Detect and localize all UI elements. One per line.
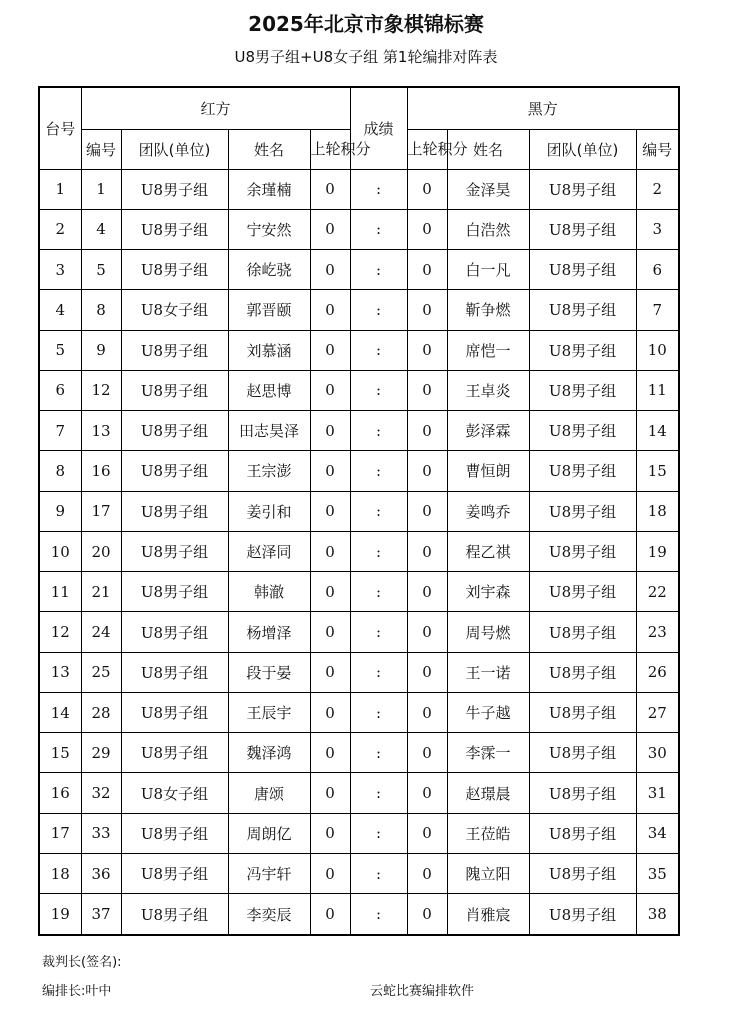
black-number-cell: 11: [636, 370, 679, 410]
page-subtitle: U8男子组+U8女子组 第1轮编排对阵表: [234, 48, 498, 66]
red-score-cell: 0: [310, 290, 350, 330]
red-name-cell: 王宗澎: [228, 451, 310, 491]
header-red-name: 姓名: [228, 129, 310, 169]
black-team-cell: U8男子组: [529, 250, 636, 290]
red-team-cell: U8男子组: [121, 692, 228, 732]
black-number-cell: 27: [636, 692, 679, 732]
black-score-cell: 0: [407, 733, 447, 773]
software-credit: 云蛇比赛编排软件: [370, 984, 475, 999]
board-cell: 11: [39, 572, 81, 612]
red-number-cell: 37: [81, 894, 121, 935]
black-number-cell: 34: [636, 813, 679, 853]
black-team-cell: U8男子组: [529, 572, 636, 612]
black-team-cell: U8男子组: [529, 169, 636, 209]
black-number-cell: 10: [636, 330, 679, 370]
red-name-cell: 杨增泽: [228, 612, 310, 652]
black-score-cell: 0: [407, 169, 447, 209]
black-number-cell: 30: [636, 733, 679, 773]
table-row: [39, 330, 679, 370]
red-team-cell: U8女子组: [121, 773, 228, 813]
result-cell: :: [350, 491, 407, 531]
table-row: [39, 290, 679, 330]
red-score-cell: 0: [310, 411, 350, 451]
black-number-cell: 22: [636, 572, 679, 612]
red-score-cell: 0: [310, 652, 350, 692]
table-row: [39, 773, 679, 813]
black-team-cell: U8男子组: [529, 612, 636, 652]
chief-referee-signature: 裁判长(签名):: [42, 955, 122, 970]
black-name-cell: 刘宇森: [447, 572, 529, 612]
black-score-cell: 0: [407, 773, 447, 813]
table-row: [39, 209, 679, 249]
black-name-cell: 曹恒朗: [447, 451, 529, 491]
red-name-cell: 姜引和: [228, 491, 310, 531]
red-score-cell: 0: [310, 330, 350, 370]
header-red-number: 编号: [81, 129, 121, 169]
board-cell: 9: [39, 491, 81, 531]
result-cell: :: [350, 813, 407, 853]
black-name-cell: 王莅皓: [447, 813, 529, 853]
black-name-cell: 肖雅宸: [447, 894, 529, 935]
black-score-cell: 0: [407, 652, 447, 692]
red-score-cell: 0: [310, 491, 350, 531]
table-row: [39, 491, 679, 531]
red-name-cell: 李奕辰: [228, 894, 310, 935]
result-cell: :: [350, 370, 407, 410]
black-score-cell: 0: [407, 572, 447, 612]
board-cell: 14: [39, 692, 81, 732]
black-name-cell: 席恺一: [447, 330, 529, 370]
table-row: [39, 531, 679, 571]
red-name-cell: 段于晏: [228, 652, 310, 692]
black-number-cell: 18: [636, 491, 679, 531]
black-score-cell: 0: [407, 692, 447, 732]
black-name-cell: 白浩然: [447, 209, 529, 249]
red-score-cell: 0: [310, 451, 350, 491]
red-name-cell: 魏泽鸿: [228, 733, 310, 773]
red-team-cell: U8男子组: [121, 652, 228, 692]
black-team-cell: U8男子组: [529, 531, 636, 571]
header-result: 成绩: [350, 87, 407, 169]
board-cell: 4: [39, 290, 81, 330]
black-name-cell: 姜鸣乔: [447, 491, 529, 531]
red-score-cell: 0: [310, 250, 350, 290]
black-team-cell: U8男子组: [529, 209, 636, 249]
black-score-cell: 0: [407, 290, 447, 330]
red-name-cell: 王辰宇: [228, 692, 310, 732]
result-cell: :: [350, 290, 407, 330]
red-score-cell: 0: [310, 692, 350, 732]
red-name-cell: 徐屹骁: [228, 250, 310, 290]
black-name-cell: 靳争燃: [447, 290, 529, 330]
board-cell: 13: [39, 652, 81, 692]
header-red-prev-score: 上轮积分: [310, 129, 350, 169]
red-team-cell: U8女子组: [121, 290, 228, 330]
black-team-cell: U8男子组: [529, 330, 636, 370]
header-black-prev-score: 上轮积分: [407, 129, 447, 169]
red-number-cell: 17: [81, 491, 121, 531]
black-number-cell: 14: [636, 411, 679, 451]
table-row: [39, 813, 679, 853]
result-cell: :: [350, 250, 407, 290]
red-team-cell: U8男子组: [121, 451, 228, 491]
red-number-cell: 4: [81, 209, 121, 249]
pairing-body: [39, 169, 679, 935]
red-team-cell: U8男子组: [121, 330, 228, 370]
black-score-cell: 0: [407, 894, 447, 935]
black-team-cell: U8男子组: [529, 370, 636, 410]
black-name-cell: 牛子越: [447, 692, 529, 732]
black-number-cell: 35: [636, 854, 679, 894]
black-score-cell: 0: [407, 491, 447, 531]
red-number-cell: 20: [81, 531, 121, 571]
black-name-cell: 金泽昊: [447, 169, 529, 209]
black-number-cell: 19: [636, 531, 679, 571]
red-number-cell: 16: [81, 451, 121, 491]
table-row: [39, 572, 679, 612]
red-number-cell: 12: [81, 370, 121, 410]
result-cell: :: [350, 854, 407, 894]
red-name-cell: 唐颂: [228, 773, 310, 813]
black-number-cell: 6: [636, 250, 679, 290]
red-team-cell: U8男子组: [121, 733, 228, 773]
red-score-cell: 0: [310, 572, 350, 612]
black-score-cell: 0: [407, 531, 447, 571]
black-score-cell: 0: [407, 854, 447, 894]
table-row: [39, 250, 679, 290]
table-row: [39, 733, 679, 773]
result-cell: :: [350, 411, 407, 451]
red-team-cell: U8男子组: [121, 250, 228, 290]
result-cell: :: [350, 692, 407, 732]
black-number-cell: 7: [636, 290, 679, 330]
red-name-cell: 赵思博: [228, 370, 310, 410]
red-team-cell: U8男子组: [121, 209, 228, 249]
red-number-cell: 9: [81, 330, 121, 370]
black-number-cell: 38: [636, 894, 679, 935]
red-name-cell: 余瑾楠: [228, 169, 310, 209]
black-number-cell: 3: [636, 209, 679, 249]
red-name-cell: 宁安然: [228, 209, 310, 249]
red-name-cell: 刘慕涵: [228, 330, 310, 370]
red-team-cell: U8男子组: [121, 572, 228, 612]
red-number-cell: 8: [81, 290, 121, 330]
black-name-cell: 王卓炎: [447, 370, 529, 410]
red-score-cell: 0: [310, 773, 350, 813]
red-name-cell: 郭晋颐: [228, 290, 310, 330]
red-score-cell: 0: [310, 370, 350, 410]
board-cell: 6: [39, 370, 81, 410]
black-number-cell: 26: [636, 652, 679, 692]
table-row: [39, 692, 679, 732]
red-score-cell: 0: [310, 612, 350, 652]
red-number-cell: 1: [81, 169, 121, 209]
black-team-cell: U8男子组: [529, 894, 636, 935]
table-row: [39, 411, 679, 451]
black-score-cell: 0: [407, 411, 447, 451]
black-number-cell: 15: [636, 451, 679, 491]
black-number-cell: 2: [636, 169, 679, 209]
red-name-cell: 韩澈: [228, 572, 310, 612]
board-cell: 18: [39, 854, 81, 894]
red-team-cell: U8男子组: [121, 894, 228, 935]
board-cell: 5: [39, 330, 81, 370]
black-score-cell: 0: [407, 370, 447, 410]
red-number-cell: 36: [81, 854, 121, 894]
black-team-cell: U8男子组: [529, 491, 636, 531]
table-row: [39, 169, 679, 209]
result-cell: :: [350, 733, 407, 773]
black-score-cell: 0: [407, 813, 447, 853]
board-cell: 2: [39, 209, 81, 249]
page-title: 2025年北京市象棋锦标赛: [248, 12, 484, 36]
black-name-cell: 王一诺: [447, 652, 529, 692]
header-red-team: 团队(单位): [121, 129, 228, 169]
red-team-cell: U8男子组: [121, 491, 228, 531]
red-team-cell: U8男子组: [121, 370, 228, 410]
red-score-cell: 0: [310, 733, 350, 773]
header-red-side: 红方: [81, 87, 350, 129]
result-cell: :: [350, 451, 407, 491]
red-score-cell: 0: [310, 209, 350, 249]
red-number-cell: 13: [81, 411, 121, 451]
red-number-cell: 33: [81, 813, 121, 853]
red-number-cell: 25: [81, 652, 121, 692]
table-row: [39, 854, 679, 894]
black-team-cell: U8男子组: [529, 733, 636, 773]
board-cell: 10: [39, 531, 81, 571]
black-score-cell: 0: [407, 250, 447, 290]
result-cell: :: [350, 330, 407, 370]
red-name-cell: 冯宇轩: [228, 854, 310, 894]
red-team-cell: U8男子组: [121, 169, 228, 209]
result-cell: :: [350, 209, 407, 249]
header-board: 台号: [39, 87, 81, 169]
red-team-cell: U8男子组: [121, 854, 228, 894]
black-team-cell: U8男子组: [529, 813, 636, 853]
header-black-team: 团队(单位): [529, 129, 636, 169]
board-cell: 1: [39, 169, 81, 209]
board-cell: 12: [39, 612, 81, 652]
result-cell: :: [350, 773, 407, 813]
black-score-cell: 0: [407, 612, 447, 652]
pairing-table: [38, 86, 680, 936]
red-number-cell: 21: [81, 572, 121, 612]
black-name-cell: 隗立阳: [447, 854, 529, 894]
board-cell: 19: [39, 894, 81, 935]
red-number-cell: 32: [81, 773, 121, 813]
black-name-cell: 赵璟晨: [447, 773, 529, 813]
red-number-cell: 24: [81, 612, 121, 652]
board-cell: 17: [39, 813, 81, 853]
red-number-cell: 28: [81, 692, 121, 732]
result-cell: :: [350, 572, 407, 612]
black-score-cell: 0: [407, 330, 447, 370]
black-name-cell: 周号燃: [447, 612, 529, 652]
table-row: [39, 370, 679, 410]
header-black-name: 姓名: [447, 129, 529, 169]
result-cell: :: [350, 894, 407, 935]
red-score-cell: 0: [310, 813, 350, 853]
red-team-cell: U8男子组: [121, 813, 228, 853]
black-team-cell: U8男子组: [529, 451, 636, 491]
black-number-cell: 23: [636, 612, 679, 652]
red-score-cell: 0: [310, 894, 350, 935]
table-row: [39, 612, 679, 652]
black-team-cell: U8男子组: [529, 411, 636, 451]
red-score-cell: 0: [310, 531, 350, 571]
result-cell: :: [350, 652, 407, 692]
table-row: [39, 652, 679, 692]
result-cell: :: [350, 612, 407, 652]
red-name-cell: 田志昊泽: [228, 411, 310, 451]
black-number-cell: 31: [636, 773, 679, 813]
red-number-cell: 5: [81, 250, 121, 290]
board-cell: 16: [39, 773, 81, 813]
black-score-cell: 0: [407, 209, 447, 249]
board-cell: 3: [39, 250, 81, 290]
red-number-cell: 29: [81, 733, 121, 773]
result-cell: :: [350, 169, 407, 209]
black-team-cell: U8男子组: [529, 692, 636, 732]
red-name-cell: 赵泽同: [228, 531, 310, 571]
red-score-cell: 0: [310, 854, 350, 894]
arranger-label: 编排长:叶中: [42, 984, 112, 999]
black-name-cell: 彭泽霖: [447, 411, 529, 451]
black-team-cell: U8男子组: [529, 290, 636, 330]
black-team-cell: U8男子组: [529, 652, 636, 692]
header-black-side: 黑方: [407, 87, 679, 129]
black-name-cell: 李霂一: [447, 733, 529, 773]
table-row: [39, 451, 679, 491]
black-team-cell: U8男子组: [529, 854, 636, 894]
black-name-cell: 程乙祺: [447, 531, 529, 571]
black-name-cell: 白一凡: [447, 250, 529, 290]
board-cell: 8: [39, 451, 81, 491]
board-cell: 7: [39, 411, 81, 451]
black-team-cell: U8男子组: [529, 773, 636, 813]
board-cell: 15: [39, 733, 81, 773]
red-team-cell: U8男子组: [121, 531, 228, 571]
red-team-cell: U8男子组: [121, 612, 228, 652]
header-black-number: 编号: [636, 129, 679, 169]
result-cell: :: [350, 531, 407, 571]
black-score-cell: 0: [407, 451, 447, 491]
red-team-cell: U8男子组: [121, 411, 228, 451]
red-name-cell: 周朗亿: [228, 813, 310, 853]
red-score-cell: 0: [310, 169, 350, 209]
table-row: [39, 894, 679, 935]
